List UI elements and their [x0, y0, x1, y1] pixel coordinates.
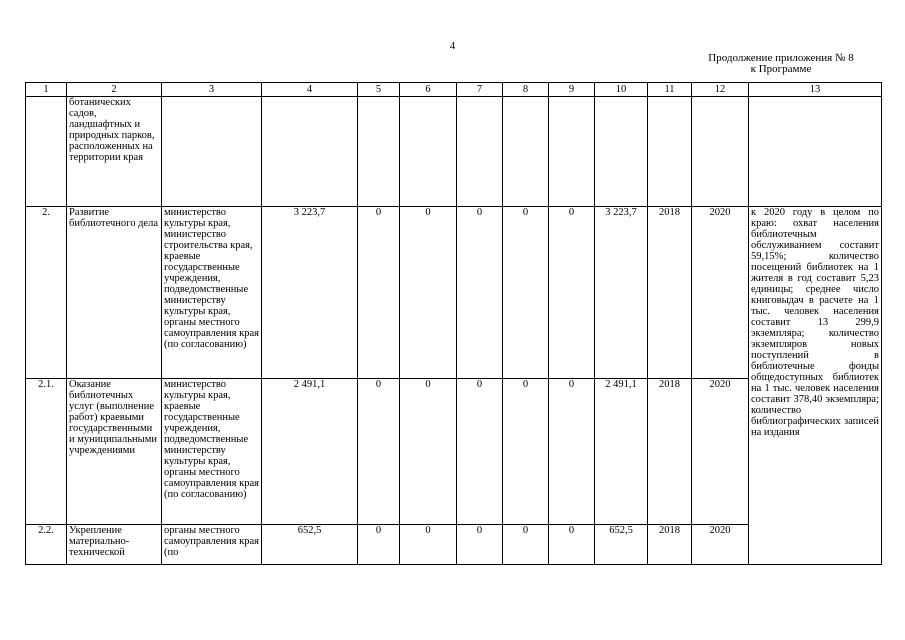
value-cell: 0 — [503, 525, 549, 565]
page-number: 4 — [449, 40, 456, 52]
value-cell: 0 — [358, 379, 400, 525]
cell-empty — [648, 97, 692, 207]
activity-name-cell: Развитие библиотечного дела — [67, 207, 162, 379]
header-cell: 12 — [692, 83, 749, 97]
activity-name-cell: Укрепление материально-технической — [67, 525, 162, 565]
table-row-2 — [26, 207, 882, 379]
amount-cell: 2 491,1 — [595, 379, 648, 525]
value-cell: 0 — [549, 525, 595, 565]
start-year-cell: 2018 — [648, 379, 692, 525]
cell-empty — [503, 97, 549, 207]
amount-cell: 3 223,7 — [595, 207, 648, 379]
amount-cell: 652,5 — [595, 525, 648, 565]
header-cell: 8 — [503, 83, 549, 97]
value-cell: 0 — [549, 379, 595, 525]
cell-empty — [749, 97, 882, 207]
header-row — [26, 83, 882, 97]
value-cell: 0 — [457, 525, 503, 565]
header-cell: 13 — [749, 83, 882, 97]
value-cell: 0 — [400, 525, 457, 565]
header-cell: 2 — [67, 83, 162, 97]
executor-cell: министерство культуры края, краевые государственные учреждения, подведомственные министерству культуры края, органы местного самоуправления края (по согласованию) — [162, 379, 262, 525]
header-cell: 11 — [648, 83, 692, 97]
activity-name-cell: Оказание библиотечных услуг (выполнение работ) краевыми государственными и муниципальными учреждениями — [67, 379, 162, 525]
total-amount-cell: 2 491,1 — [262, 379, 358, 525]
program-table — [25, 82, 882, 565]
row-number-cell: 2. — [26, 207, 67, 379]
cell-empty — [26, 97, 67, 207]
end-year-cell: 2020 — [692, 379, 749, 525]
table-row-continuation — [26, 97, 882, 207]
cell-empty — [262, 97, 358, 207]
cell-empty — [358, 97, 400, 207]
header-cell: 4 — [262, 83, 358, 97]
expected-result-cell: к 2020 году в целом по краю: охват населения библиотечным обслуживанием составит 59,15%; количество посещений библиотек на 1 жителя в год составит 5,23 единицы; среднее число книговыдач в расчете на 1 тыс. человек населения составит 13 299,9 экземпляра; количество экземпляров новых поступлений в библиотечные фонды общедоступных библиотек на 1 тыс. человек населения составит 378,40 экземпляра; количество библиографических записей на издания — [749, 207, 882, 565]
end-year-cell: 2020 — [692, 207, 749, 379]
total-amount-cell: 3 223,7 — [262, 207, 358, 379]
cell-empty — [692, 97, 749, 207]
header-cell: 3 — [162, 83, 262, 97]
cell-empty — [549, 97, 595, 207]
executor-cell: министерство культуры края, министерство строительства края, краевые государственные учреждения, подведомственные министерству культуры края, органы местного самоуправления края (по согласованию) — [162, 207, 262, 379]
value-cell: 0 — [358, 207, 400, 379]
appendix-caption — [688, 53, 874, 75]
total-amount-cell: 652,5 — [262, 525, 358, 565]
header-cell: 5 — [358, 83, 400, 97]
cell-empty — [162, 97, 262, 207]
appendix-line-1: Продолжение приложения № 8 — [708, 52, 854, 64]
start-year-cell: 2018 — [648, 525, 692, 565]
value-cell: 0 — [400, 207, 457, 379]
cell-empty — [595, 97, 648, 207]
row-number-cell: 2.1. — [26, 379, 67, 525]
row-number-cell: 2.2. — [26, 525, 67, 565]
appendix-line-2: к Программе — [750, 63, 812, 75]
value-cell: 0 — [549, 207, 595, 379]
cell-empty — [400, 97, 457, 207]
value-cell: 0 — [400, 379, 457, 525]
header-cell: 9 — [549, 83, 595, 97]
value-cell: 0 — [358, 525, 400, 565]
executor-cell: органы местного самоуправления края (по — [162, 525, 262, 565]
cell-empty — [457, 97, 503, 207]
value-cell: 0 — [457, 379, 503, 525]
header-cell: 7 — [457, 83, 503, 97]
start-year-cell: 2018 — [648, 207, 692, 379]
value-cell: 0 — [503, 379, 549, 525]
end-year-cell: 2020 — [692, 525, 749, 565]
value-cell: 0 — [457, 207, 503, 379]
header-cell: 6 — [400, 83, 457, 97]
activity-name-cell: ботанических садов, ландшафтных и природных парков, расположенных на территории края — [67, 97, 162, 207]
header-cell: 1 — [26, 83, 67, 97]
value-cell: 0 — [503, 207, 549, 379]
header-cell: 10 — [595, 83, 648, 97]
